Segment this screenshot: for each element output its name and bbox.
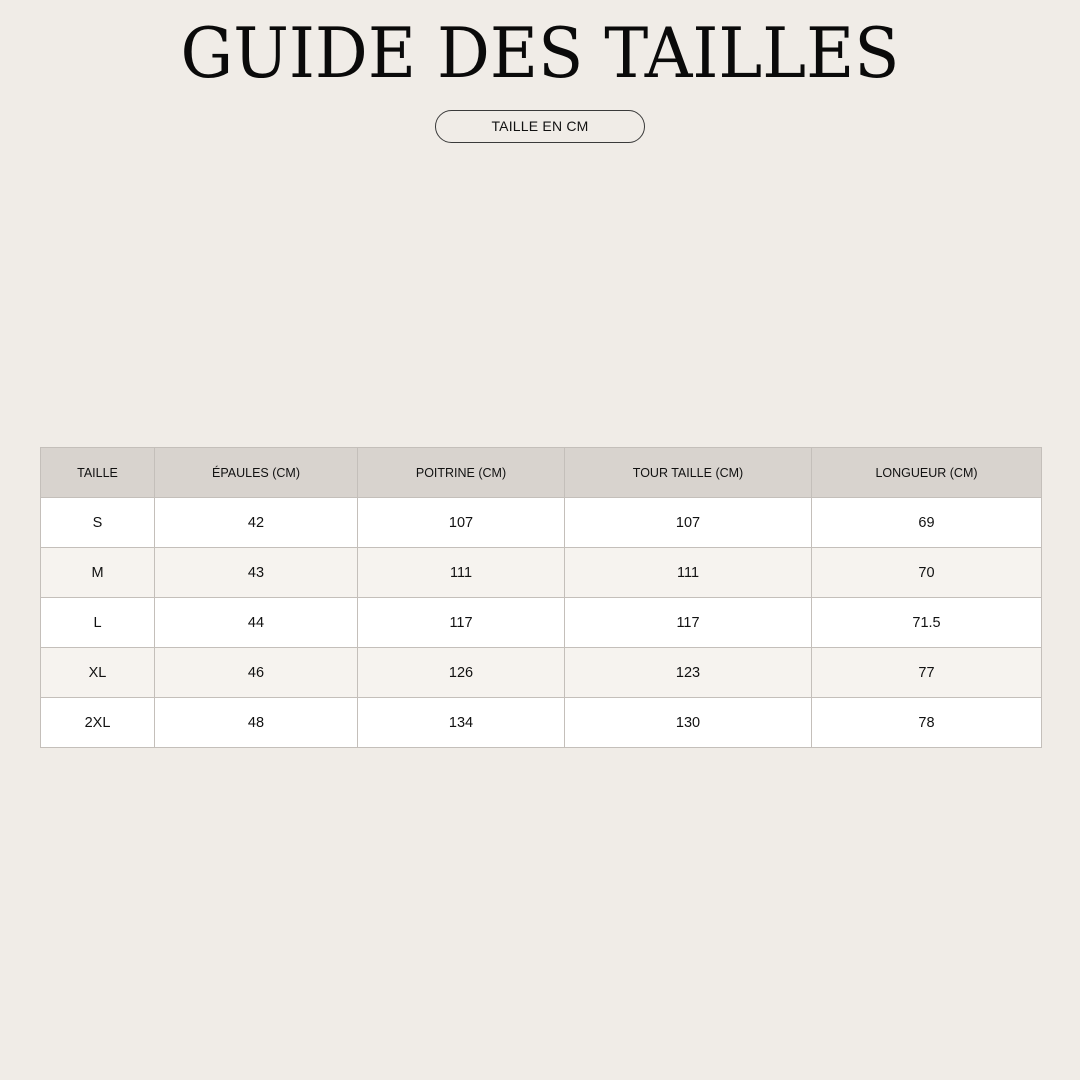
- header-tour-taille: TOUR TAILLE (CM): [565, 448, 812, 498]
- cell-epaules: 44: [155, 598, 358, 648]
- cell-epaules: 48: [155, 698, 358, 748]
- cell-size: S: [41, 498, 155, 548]
- cell-poitrine: 134: [358, 698, 565, 748]
- cell-size: L: [41, 598, 155, 648]
- table-row: [41, 648, 1042, 698]
- cell-epaules: 43: [155, 548, 358, 598]
- cell-size: 2XL: [41, 698, 155, 748]
- cell-longueur: 78: [812, 698, 1042, 748]
- cell-poitrine: 126: [358, 648, 565, 698]
- header-longueur: LONGUEUR (CM): [812, 448, 1042, 498]
- table-header-row: [41, 448, 1042, 498]
- header-poitrine: POITRINE (CM): [358, 448, 565, 498]
- table-row: [41, 598, 1042, 648]
- cell-size: M: [41, 548, 155, 598]
- size-chart-table: [40, 447, 1042, 748]
- cell-tour-taille: 130: [565, 698, 812, 748]
- cell-tour-taille: 111: [565, 548, 812, 598]
- header-taille: TAILLE: [41, 448, 155, 498]
- cell-longueur: 69: [812, 498, 1042, 548]
- cell-longueur: 77: [812, 648, 1042, 698]
- table-row: [41, 498, 1042, 548]
- table-row: [41, 698, 1042, 748]
- unit-badge: TAILLE EN CM: [435, 110, 645, 143]
- cell-size: XL: [41, 648, 155, 698]
- cell-tour-taille: 107: [565, 498, 812, 548]
- table-row: [41, 548, 1042, 598]
- cell-longueur: 70: [812, 548, 1042, 598]
- cell-tour-taille: 117: [565, 598, 812, 648]
- cell-poitrine: 111: [358, 548, 565, 598]
- cell-epaules: 42: [155, 498, 358, 548]
- cell-epaules: 46: [155, 648, 358, 698]
- cell-poitrine: 117: [358, 598, 565, 648]
- page-title: GUIDE DES TAILLES: [180, 13, 900, 94]
- cell-longueur: 71.5: [812, 598, 1042, 648]
- cell-tour-taille: 123: [565, 648, 812, 698]
- header-epaules: ÉPAULES (CM): [155, 448, 358, 498]
- cell-poitrine: 107: [358, 498, 565, 548]
